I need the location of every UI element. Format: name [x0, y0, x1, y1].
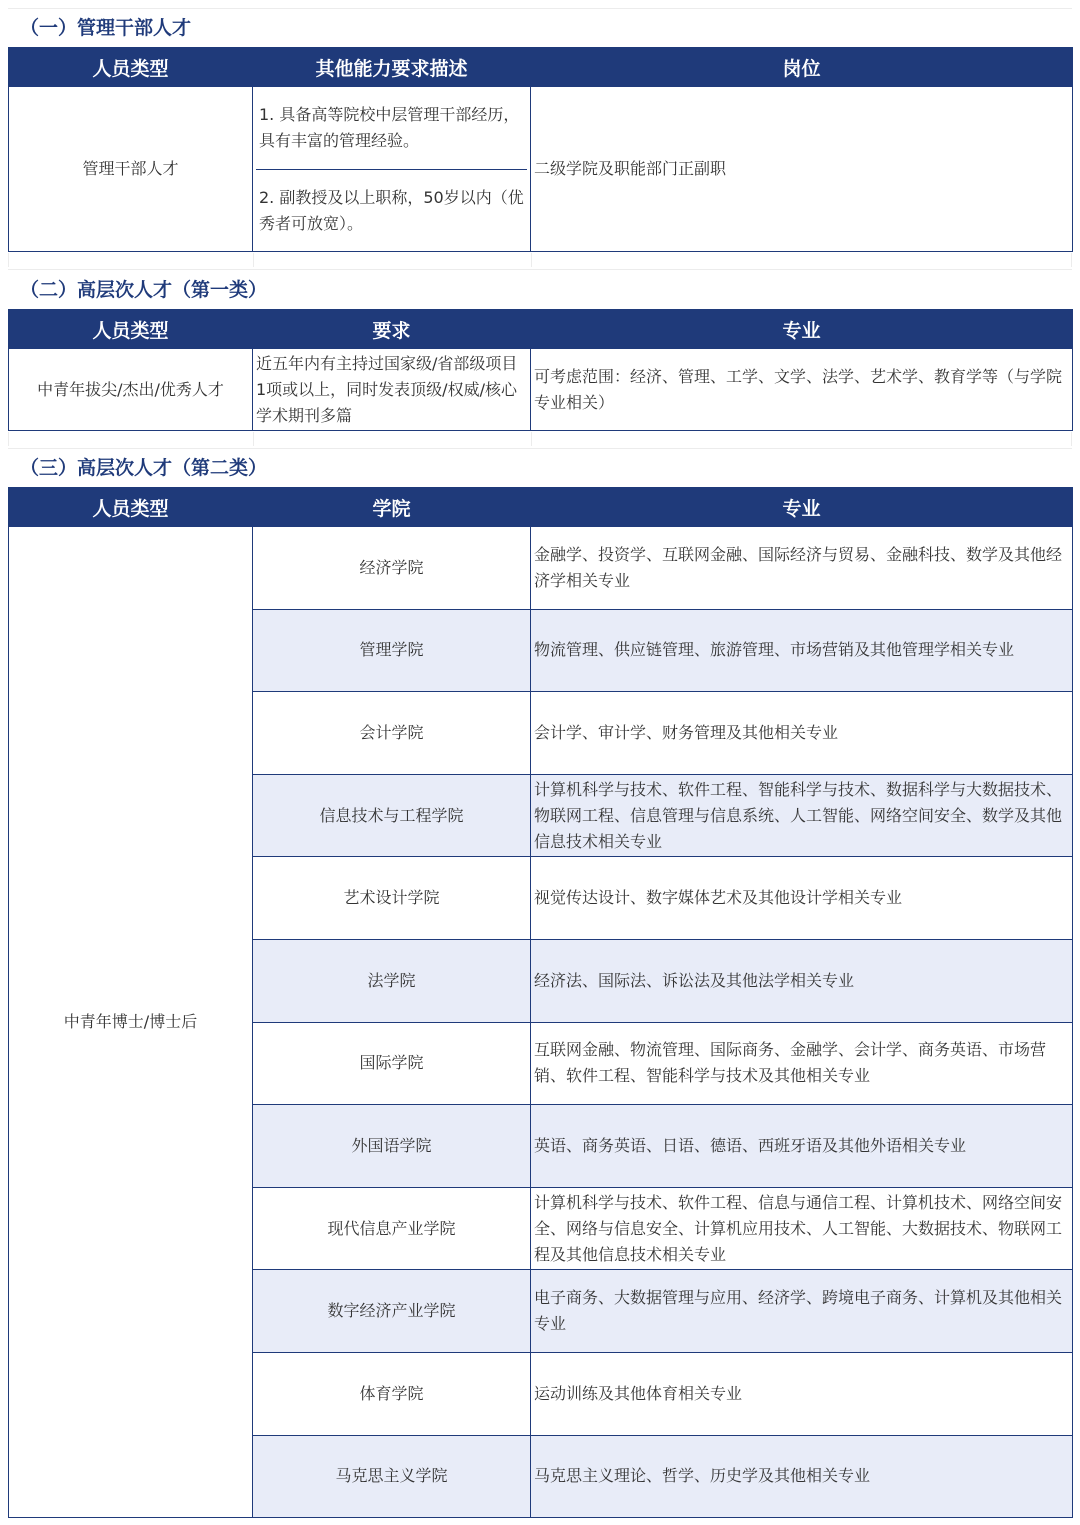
table-header-row	[9, 310, 1073, 349]
table-row	[9, 349, 1073, 431]
major-cell: 金融学、投资学、互联网金融、国际经济与贸易、金融科技、数学及其他经济学相关专业	[531, 527, 1073, 610]
table-header-row	[9, 48, 1073, 87]
high-level-talent-type2-table	[8, 487, 1073, 1518]
major-cell: 互联网金融、物流管理、国际商务、金融学、会计学、商务英语、市场营销、软件工程、智能科学与技术及其他相关专业	[531, 1022, 1073, 1105]
major-cell: 英语、商务英语、日语、德语、西班牙语及其他外语相关专业	[531, 1105, 1073, 1188]
section-2-title: （二）高层次人才（第一类）	[8, 269, 1072, 309]
person-type-cell: 中青年拔尖/杰出/优秀人才	[9, 349, 253, 431]
college-cell: 马克思主义学院	[253, 1435, 531, 1518]
header-requirements: 其他能力要求描述	[253, 48, 531, 87]
section-3-title: （三）高层次人才（第二类）	[8, 448, 1072, 487]
college-cell: 会计学院	[253, 692, 531, 775]
header-person-type: 人员类型	[9, 310, 253, 349]
section-spacer	[8, 432, 1072, 446]
header-person-type: 人员类型	[9, 488, 253, 527]
header-person-type: 人员类型	[9, 48, 253, 87]
section-spacer	[8, 253, 1072, 267]
section-1-title: （一）管理干部人才	[8, 8, 1072, 47]
table-row	[9, 87, 1073, 252]
major-cell: 计算机科学与技术、软件工程、智能科学与技术、数据科学与大数据技术、物联网工程、信息管理与信息系统、人工智能、网络空间安全、数学及其他信息技术相关专业	[531, 774, 1073, 857]
position-cell: 二级学院及职能部门正副职	[531, 87, 1073, 252]
table-row	[9, 527, 1073, 610]
major-cell: 电子商务、大数据管理与应用、经济学、跨境电子商务、计算机及其他相关专业	[531, 1270, 1073, 1353]
management-cadre-table	[8, 47, 1073, 252]
table-header-row	[9, 488, 1073, 527]
college-cell: 现代信息产业学院	[253, 1187, 531, 1270]
college-cell: 数字经济产业学院	[253, 1270, 531, 1353]
requirement-item: 1. 具备高等院校中层管理干部经历，具有丰富的管理经验。	[259, 105, 520, 150]
college-cell: 外国语学院	[253, 1105, 531, 1188]
major-cell: 经济法、国际法、诉讼法及其他法学相关专业	[531, 939, 1073, 1022]
requirement-item: 2. 副教授及以上职称，50岁以内（优秀者可放宽）。	[256, 169, 527, 251]
college-cell: 经济学院	[253, 527, 531, 610]
header-requirement: 要求	[253, 310, 531, 349]
header-major: 专业	[531, 310, 1073, 349]
college-cell: 管理学院	[253, 609, 531, 692]
person-type-cell: 管理干部人才	[9, 87, 253, 252]
college-cell: 法学院	[253, 939, 531, 1022]
requirement-cell: 近五年内有主持过国家级/省部级项目1项或以上，同时发表顶级/权威/核心学术期刊多篇	[253, 349, 531, 431]
header-major: 专业	[531, 488, 1073, 527]
college-cell: 信息技术与工程学院	[253, 774, 531, 857]
major-cell: 计算机科学与技术、软件工程、信息与通信工程、计算机技术、网络空间安全、网络与信息安全、计算机应用技术、人工智能、大数据技术、物联网工程及其他信息技术相关专业	[531, 1187, 1073, 1270]
major-cell: 物流管理、供应链管理、旅游管理、市场营销及其他管理学相关专业	[531, 609, 1073, 692]
major-cell: 运动训练及其他体育相关专业	[531, 1352, 1073, 1435]
major-cell: 可考虑范围：经济、管理、工学、文学、法学、艺术学、教育学等（与学院专业相关）	[531, 349, 1073, 431]
high-level-talent-type1-table	[8, 309, 1073, 431]
major-cell: 视觉传达设计、数字媒体艺术及其他设计学相关专业	[531, 857, 1073, 940]
college-cell: 体育学院	[253, 1352, 531, 1435]
person-type-cell: 中青年博士/博士后	[9, 527, 253, 1518]
college-cell: 艺术设计学院	[253, 857, 531, 940]
college-cell: 国际学院	[253, 1022, 531, 1105]
header-position: 岗位	[531, 48, 1073, 87]
requirements-cell	[253, 87, 531, 252]
header-college: 学院	[253, 488, 531, 527]
major-cell: 会计学、审计学、财务管理及其他相关专业	[531, 692, 1073, 775]
major-cell: 马克思主义理论、哲学、历史学及其他相关专业	[531, 1435, 1073, 1518]
